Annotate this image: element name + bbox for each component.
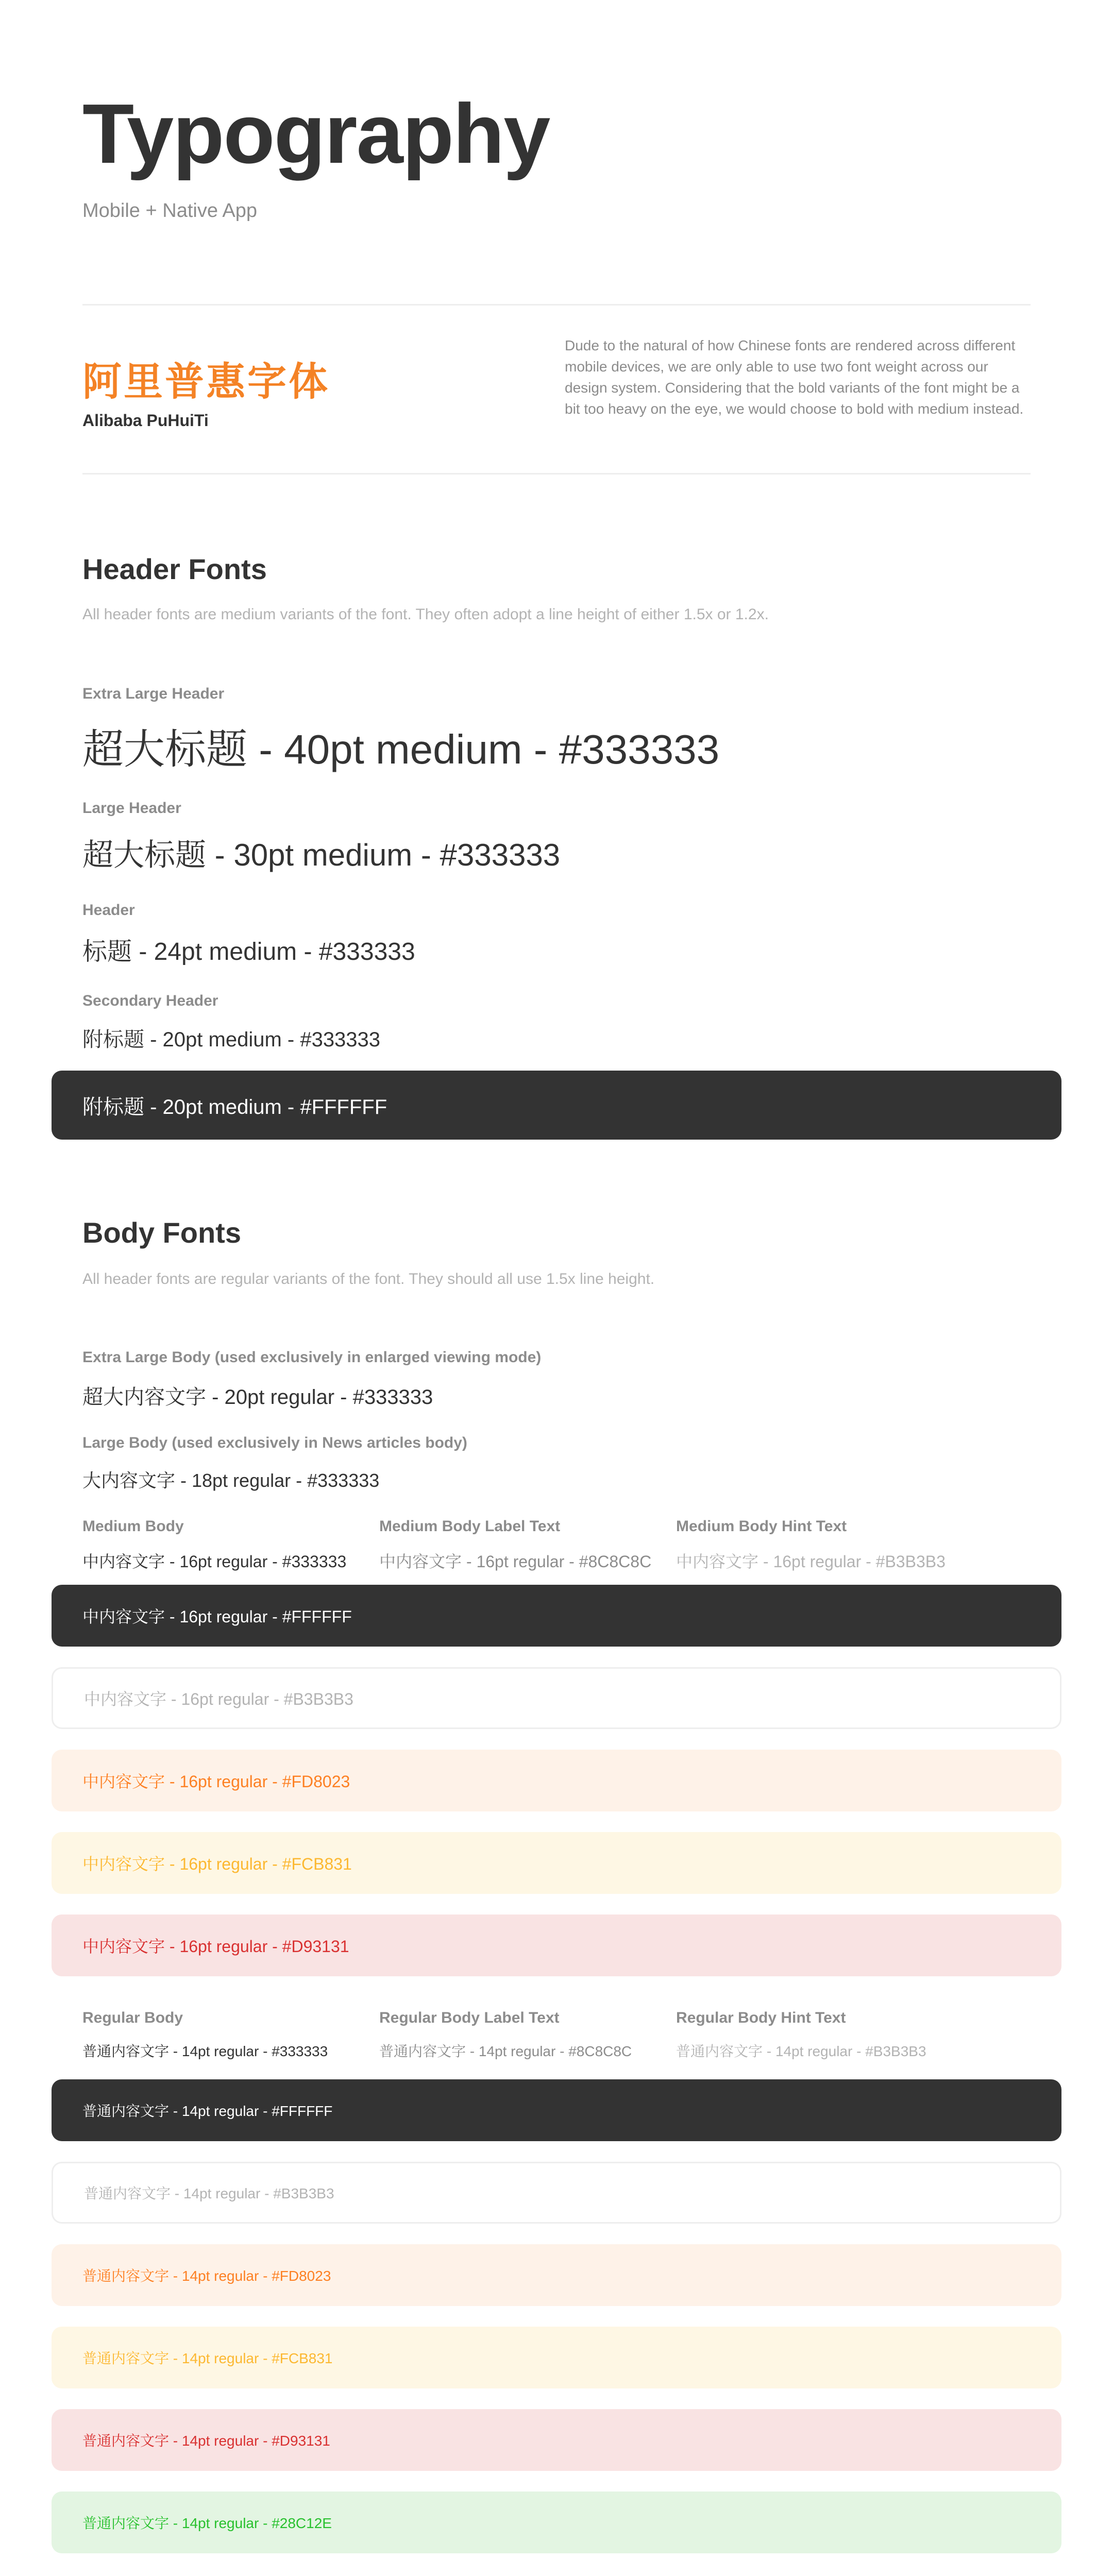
band-text: 中内容文字 - 16pt regular - #FCB831: [82, 1855, 352, 1873]
band-text: 普通内容文字 - 14pt regular - #FFFFFF: [82, 2103, 333, 2119]
body-sample-text: 普通内容文字 - 14pt regular - #333333: [82, 2043, 328, 2059]
inverse-header-text: 附标题 - 20pt medium - #FFFFFF: [82, 1095, 387, 1118]
body-sample-label: Regular Body: [82, 2009, 183, 2026]
body-sample-text: 普通内容文字 - 14pt regular - #B3B3B3: [676, 2043, 926, 2059]
body-sample-text: 中内容文字 - 16pt regular - #8C8C8C: [379, 1552, 652, 1571]
regular-body-band: [52, 2079, 1061, 2141]
header-sample-text: 标题 - 24pt medium - #333333: [82, 938, 415, 965]
header-fonts-description: All header fonts are medium variants of the font. They often adopt a line height of either 1.5x or 1.2x.: [82, 606, 769, 623]
medium-body-band: [52, 1832, 1061, 1894]
body-sample-text: 中内容文字 - 16pt regular - #B3B3B3: [676, 1552, 946, 1571]
band-text: 普通内容文字 - 14pt regular - #FD8023: [82, 2268, 331, 2284]
regular-body-band: [52, 2409, 1061, 2471]
band-text: 普通内容文字 - 14pt regular - #FCB831: [82, 2350, 333, 2366]
medium-body-band: [52, 1914, 1061, 1976]
regular-body-band: [52, 2244, 1061, 2306]
body-sample-label: Medium Body: [82, 1518, 184, 1535]
header-sample-text: 超大标题 - 40pt medium - #333333: [82, 726, 720, 772]
body-sample-label: Extra Large Body (used exclusively in enlarged viewing mode): [82, 1349, 542, 1366]
body-sample-text: 大内容文字 - 18pt regular - #333333: [82, 1470, 380, 1491]
band-text: 普通内容文字 - 14pt regular - #D93131: [82, 2433, 330, 2449]
inverse-header-sample: [52, 1071, 1061, 1140]
divider: [82, 304, 1031, 306]
header-sample-text: 附标题 - 20pt medium - #333333: [82, 1028, 381, 1051]
header-sample-label: Secondary Header: [82, 992, 218, 1009]
medium-body-band: [52, 1750, 1061, 1811]
header-fonts-title: Header Fonts: [82, 553, 267, 585]
band-text: 中内容文字 - 16pt regular - #D93131: [82, 1937, 349, 1956]
band-text: 普通内容文字 - 14pt regular - #28C12E: [82, 2515, 332, 2531]
band-text: 中内容文字 - 16pt regular - #FFFFFF: [82, 1607, 352, 1626]
medium-body-band: [52, 1667, 1061, 1729]
body-fonts-title: Body Fonts: [82, 1216, 241, 1249]
body-fonts-description: All header fonts are regular variants of the font. They should all use 1.5x line height.: [82, 1270, 655, 1287]
header-sample-label: Header: [82, 902, 135, 919]
font-name-english: Alibaba PuHuiTi: [82, 411, 209, 430]
header-sample-text: 超大标题 - 30pt medium - #333333: [82, 838, 561, 872]
body-sample-label: Medium Body Label Text: [379, 1518, 561, 1535]
body-sample-text: 中内容文字 - 16pt regular - #333333: [82, 1552, 347, 1571]
regular-body-band: [52, 2327, 1061, 2388]
page-subtitle: Mobile + Native App: [82, 200, 258, 222]
font-note: Dude to the natural of how Chinese fonts are rendered across different mobile devices, we are only able to use two font weight across our design system. Considering that the bold variants of the font might be a bit too heavy on the eye, we would choose to bold with medium instead.: [565, 337, 1024, 417]
divider: [82, 473, 1031, 474]
page-title: Typography: [82, 87, 550, 181]
body-sample-label: Regular Body Hint Text: [676, 2009, 846, 2026]
regular-body-band: [52, 2162, 1061, 2224]
body-sample-text: 普通内容文字 - 14pt regular - #8C8C8C: [379, 2043, 632, 2059]
header-sample-label: Large Header: [82, 800, 181, 817]
body-sample-label: Regular Body Label Text: [379, 2009, 560, 2026]
band-text: 普通内容文字 - 14pt regular - #B3B3B3: [84, 2185, 334, 2201]
regular-body-band: [52, 2492, 1061, 2553]
medium-body-band: [52, 1585, 1061, 1647]
band-text: 中内容文字 - 16pt regular - #FD8023: [82, 1772, 350, 1791]
band-text: 中内容文字 - 16pt regular - #B3B3B3: [84, 1690, 353, 1708]
font-name-chinese: 阿里普惠字体: [82, 360, 330, 404]
body-sample-label: Large Body (used exclusively in News articles body): [82, 1434, 467, 1451]
body-sample-label: Medium Body Hint Text: [676, 1518, 847, 1535]
header-sample-label: Extra Large Header: [82, 685, 225, 702]
body-sample-text: 超大内容文字 - 20pt regular - #333333: [82, 1386, 433, 1409]
